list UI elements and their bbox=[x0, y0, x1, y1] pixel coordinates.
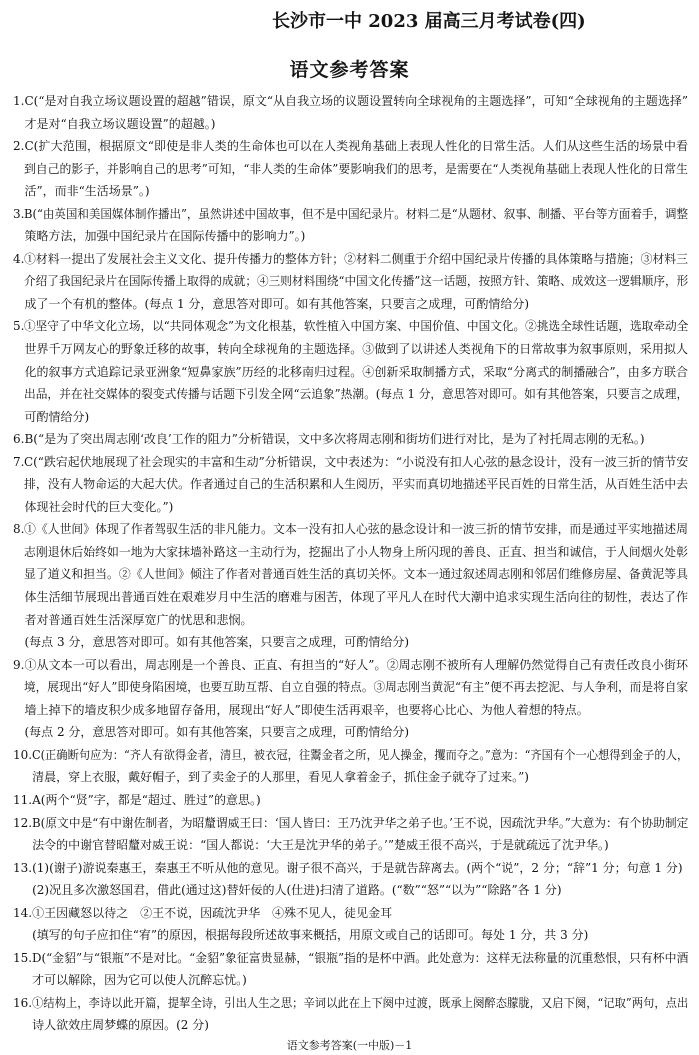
answer-line: 显了道义和担当。②《人世间》倾注了作者对普通百姓生活的真切关怀。文本一通过叙述周志刚和邻居们维修房屋、备黄泥等具 bbox=[24, 567, 689, 582]
answer-line: 诗人欲效庄周梦蝶的原因。(2 分) bbox=[32, 1018, 209, 1033]
answer-line: 活”，而非“生活场景”。) bbox=[24, 184, 150, 199]
answer-item bbox=[13, 248, 688, 316]
answer-number: 15. bbox=[13, 950, 33, 965]
answer-line: B(“是为了突出周志刚‘改良’工作的阻力”分析错误，文中多次将周志刚和街坊们进行对比，是为了衬托周志刚的无私。) bbox=[24, 432, 645, 447]
answer-item bbox=[13, 90, 688, 135]
answer-line: 策略方法，加强中国纪录片在国际传播中的影响力”。) bbox=[24, 229, 306, 244]
answer-number: 2. bbox=[13, 139, 25, 154]
answer-number: 14. bbox=[13, 905, 33, 920]
answer-line: 体生活细节展现出普通百姓在艰难岁月中生活的磨难与困苦，体现了平凡人在时代大潮中追求实现生活向往的韧性，表达了作 bbox=[24, 590, 688, 605]
answer-item bbox=[13, 947, 688, 992]
answer-line: 成了一个有机的整体。(每点 1 分，意思答对即可。如有其他答案，只要言之成理，可酌情给分) bbox=[24, 296, 530, 311]
answer-number: 5. bbox=[13, 319, 25, 334]
answer-line: A(两个“贤”字，都是“超过、胜过”的意思。) bbox=[32, 792, 261, 807]
answer-number: 3. bbox=[13, 206, 25, 221]
answer-body bbox=[24, 248, 688, 316]
answer-line: 介绍了我国纪录片在国际传播上取得的成就；④三则材料围绕“中国文化传播”这一话题，按照方针、策略、成效这一逻辑顺序，形 bbox=[24, 274, 689, 289]
answer-line: 出品，并在社交媒体的裂变式传播与话题下引发全网“云追象”热潮。(每点 1 分，意思答对即可。如有其他答案，只要言之成理， bbox=[24, 387, 689, 402]
answer-number: 16. bbox=[13, 995, 33, 1010]
answer-line: 墙上掉下的墙皮积少成多地留存备用，展现出“好人”即使生活再艰辛，也要将心比心、为他人着想的特点。 bbox=[24, 702, 589, 717]
answer-line: 到自己的影子，并影响自己的思考”可知，“非人类的生命体”要影响我们的思考，是需要在“人类视角基础上表现人性化的日常生 bbox=[24, 161, 689, 176]
answer-line: (每点 2 分，意思答对即可。如有其他答案，只要言之成理，可酌情给分) bbox=[24, 725, 410, 740]
answer-number: 9. bbox=[13, 657, 25, 672]
answer-line: (填写的句子应扣住“宥”的原因，根据每段所述故事来概括，用原文或自己的话即可。每处 1 分，共 3 分) bbox=[32, 928, 589, 943]
answer-item bbox=[13, 902, 688, 947]
answer-line: (2)况且多次激怒国君，借此(通过这)替奸佞的人(仕进)扫清了道路。(“数”“怒”“以为”“除路”各 1 分) bbox=[32, 883, 562, 898]
answer-body bbox=[24, 135, 688, 203]
answer-line: ①从文本一可以看出，周志刚是一个善良、正直、有担当的“好人”。②周志刚不被所有人理解仍然觉得自己有责任改良小街环 bbox=[24, 657, 688, 672]
answer-line: C(正确断句应为：“齐人有欲得金者，清旦，被衣冠，往鬻金者之所，见人操金，攫而夺之。”意为：“齐国有个一心想得到金子的人， bbox=[32, 747, 689, 762]
answer-number: 7. bbox=[13, 454, 25, 469]
answer-number: 12. bbox=[13, 815, 33, 830]
answer-body bbox=[24, 90, 688, 135]
answer-line: (每点 3 分，意思答对即可。如有其他答案，只要言之成理，可酌情给分) bbox=[24, 635, 410, 650]
answer-body bbox=[32, 857, 688, 902]
answer-body bbox=[24, 203, 688, 248]
answer-line: C(“是对自我立场议题设置的超越”错误，原文“从自我立场的议题设置转向全球视角的主题选择”，可知“全球视角的主题选择” bbox=[24, 94, 688, 108]
answer-body bbox=[24, 428, 688, 451]
answer-body bbox=[24, 451, 688, 519]
answer-line: 排，没有人物命运的大起大伏。作者通过自己的生活积累和人生阅历，平实而真切地描述平民百姓的日常生活，从百姓生活中去 bbox=[24, 477, 689, 492]
answer-line: 才是对“自我立场议题设置”的超越。) bbox=[24, 116, 216, 131]
answer-number: 4. bbox=[13, 251, 25, 266]
answer-item bbox=[13, 812, 688, 857]
answer-line: C(扩大范围，根据原文“即使是非人类的生命体也可以在人类视角基础上表现人性化的日常生活。人们从这些生活的场景中看 bbox=[24, 139, 688, 154]
answer-line: 志刚退休后始终如一地为大家抹墙补路这一主动行为，挖掘出了小人物身上所闪现的善良、正直、担当和诚信，于人间烟火处彰 bbox=[24, 544, 689, 559]
answer-number: 10. bbox=[13, 747, 33, 762]
answer-body bbox=[24, 654, 688, 744]
answer-number: 6. bbox=[13, 432, 25, 447]
answer-body bbox=[24, 315, 688, 428]
answer-body bbox=[32, 902, 688, 947]
answer-item bbox=[13, 315, 688, 428]
answer-line: 可酌情给分) bbox=[24, 409, 90, 424]
answer-line: 才可以解除，因为它可以使人沉醉忘忧。) bbox=[32, 973, 247, 988]
answer-line: D(“金貂”与“银瓶”不是对比。“金貂”象征富贵显赫，“银瓶”指的是杯中酒。此处意为：这样无法称量的沉重愁恨，只有杯中酒 bbox=[32, 950, 689, 965]
answer-item bbox=[13, 518, 688, 653]
answer-line: (1)(谢子)游说秦惠王，秦惠王不听从他的意见。谢子很不高兴，于是就告辞离去。(两个“说”，2 分；“辞”1 分；句意 1 分) bbox=[32, 860, 683, 875]
answer-line: B(原文中是“有中谢佐制者，为昭釐谓威王曰：‘国人皆曰：王乃沈尹华之弟子也。’王不说，因疏沈尹华。”大意为：有个协助制定 bbox=[32, 815, 689, 830]
answer-body bbox=[32, 789, 688, 812]
answer-number: 1. bbox=[13, 94, 25, 108]
answer-body bbox=[32, 812, 688, 857]
answer-body bbox=[32, 992, 688, 1037]
page-footer: 语文参考答案(一中版)－1 bbox=[286, 1039, 413, 1052]
answer-line: 清晨，穿上衣服，戴好帽子，到了卖金子的人那里，看见人拿着金子，抓住金子就夺了过来。”) bbox=[32, 770, 529, 785]
answer-line: 体现社会时代的巨大变化。”) bbox=[24, 499, 174, 514]
answer-item bbox=[13, 789, 688, 812]
answer-line: ①坚守了中华文化立场，以“共同体观念”为文化根基，软性植入中国方案、中国价值、中国文化。②挑选全球性话题，选取牵动全 bbox=[24, 319, 689, 334]
answer-line: C(“跌宕起伏地展现了社会现实的丰富和生动”分析错误，文中表述为：“小说没有扣人心弦的悬念设计，没有一波三折的情节安 bbox=[24, 454, 689, 469]
answer-line: 世界千万网友心的野象迁移的故事，转向全球视角的主题选择。③做到了以讲述人类视角下的日常故事为叙事原则，采用拟人 bbox=[24, 342, 688, 357]
answer-item bbox=[13, 428, 688, 451]
answer-key-title: 语文参考答案 bbox=[289, 59, 410, 81]
answer-item bbox=[13, 451, 688, 519]
answer-item bbox=[13, 857, 688, 902]
answer-list bbox=[13, 90, 688, 1037]
answer-line: 法令的中谢官替昭釐对威王说：“国人都说：‘大王是沈尹华的弟子。’”楚威王很不高兴，于是就疏远了沈尹华。) bbox=[32, 838, 609, 853]
answer-item bbox=[13, 654, 688, 744]
answer-body bbox=[32, 947, 688, 992]
answer-line: 境，展现出“好人”即使身陷困境，也要互助互帮、自立自强的特点。③周志刚当黄泥“有主”便不再去挖泥、与人争利，而是将自家 bbox=[24, 680, 689, 695]
exam-title: 长沙市一中 2023 届高三月考试卷(四) bbox=[272, 11, 586, 32]
answer-body bbox=[24, 518, 688, 653]
answer-line: ①结构上，李诗以此开篇，提挈全诗，引出人生之思；辛词以此在上下阕中过渡，既承上阕醉态朦胧，又启下阕，“记取”两句，点出 bbox=[32, 995, 689, 1010]
answer-number: 8. bbox=[13, 522, 25, 537]
answer-item bbox=[13, 135, 688, 203]
answer-item bbox=[13, 744, 688, 789]
answer-item bbox=[13, 992, 688, 1037]
answer-number: 13. bbox=[13, 860, 33, 875]
answer-line: B(“由英国和美国媒体制作播出”，虽然讲述中国故事，但不是中国纪录片。材料二是“从题材、叙事、制播、平台等方面着手，调整 bbox=[24, 206, 689, 221]
answer-line: ①材料一提出了发展社会主义文化、提升传播力的整体方针；②材料二侧重于介绍中国纪录片传播的具体策略与措施；③材料三 bbox=[24, 251, 689, 266]
answer-item bbox=[13, 203, 688, 248]
answer-line: ①《人世间》体现了作者驾驭生活的非凡能力。文本一没有扣人心弦的悬念设计和一波三折的情节安排，而是通过平实地描述周 bbox=[24, 522, 689, 537]
answer-number: 11. bbox=[13, 792, 33, 807]
answer-line: 者对普通百姓生活深厚宽广的忧思和悲悯。 bbox=[24, 612, 253, 627]
answer-line: 化的叙事方式追踪记录亚洲象“短鼻家族”历经的北移南归过程。④创新采取制播方式，采取“分离式的制播融合”，由多方联合 bbox=[24, 364, 688, 379]
answer-line: ①王因藏怒以待之 ②王不说，因疏沈尹华 ④殊不见人，徒见金耳 bbox=[32, 905, 393, 920]
answer-body bbox=[32, 744, 688, 789]
